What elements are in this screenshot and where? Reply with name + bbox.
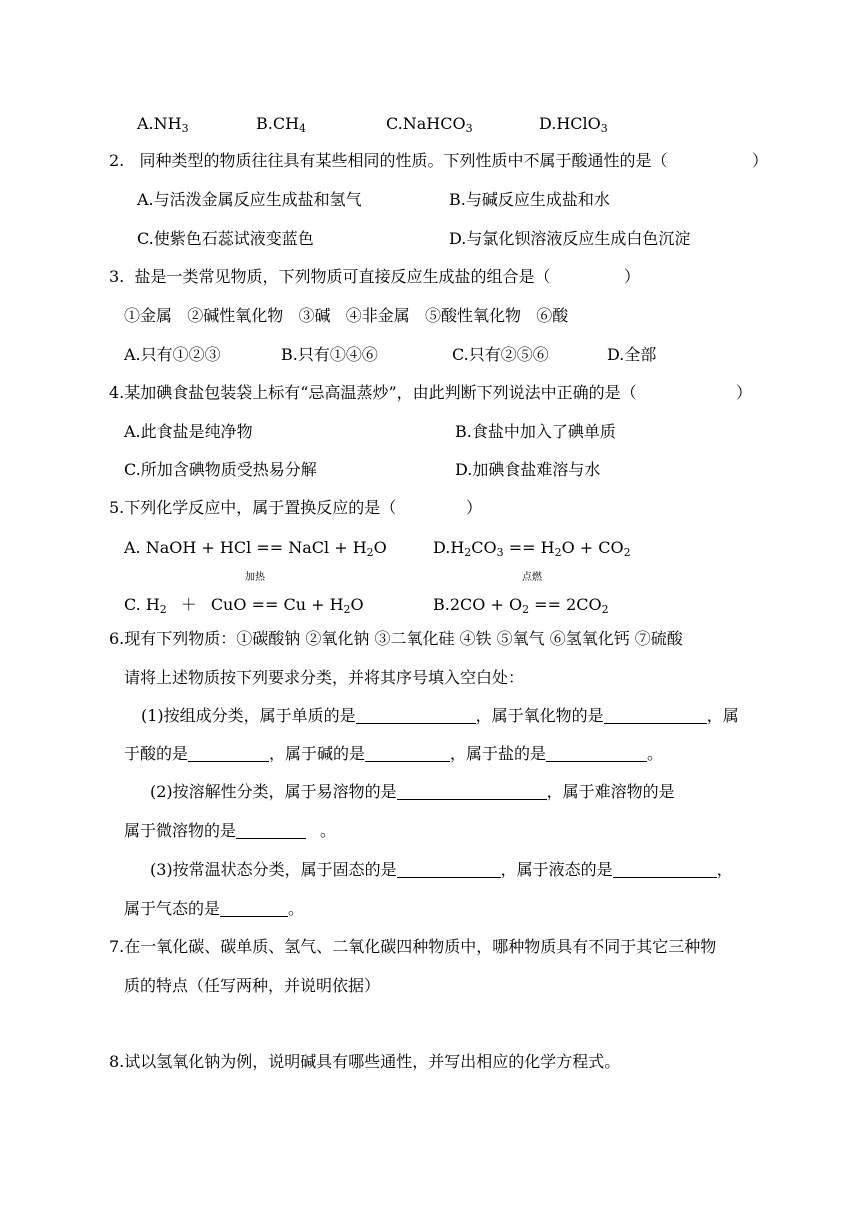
q5-option-c: C. $H_2$ ＋ CuO == $Cu + H_2O$ [124, 595, 364, 616]
blank-acids[interactable] [188, 745, 269, 762]
q3-items: ①金属 ②碱性氧化物 ③碱 ④非金属 ⑤酸性氧化物 ⑥酸 [124, 306, 569, 325]
q7-line2: 质的特点（任写两种，并说明依据） [124, 976, 381, 995]
q4-option-a: A.此食盐是纯净物 [124, 422, 253, 441]
q4-option-c: C.所加含碘物质受热易分解 [124, 460, 317, 479]
q3-stem: 3. 盐是一类常见物质，下列物质可直接反应生成盐的组合是（ [109, 267, 551, 286]
q3-option-b: B.只有①④⑥ [281, 345, 378, 364]
q1-option-b: $B.CH_4$ [256, 114, 307, 135]
q4-paren-close: ） [736, 383, 753, 402]
q3-option-d: D.全部 [607, 345, 657, 364]
q5-option-a: A. NaOH + HCl == NaCl + $H_2O$ [124, 538, 387, 559]
q6-instruction: 请将上述物质按下列要求分类，并将其序号填入空白处： [124, 668, 525, 687]
q5-stem: 5.下列化学反应中，属于置换反应的是（ [109, 498, 397, 517]
q6-part3-line1: (3)按常温状态分类，属于固态的是 ，属于液态的是 ， [150, 860, 733, 879]
blank-salts[interactable] [546, 745, 647, 762]
q2-option-b: B.与碱反应生成盐和水 [449, 190, 610, 209]
q5-option-b: $B.2CO + O_2 == 2CO_2$ [433, 595, 609, 616]
q6-part2-line1: (2)按溶解性分类，属于易溶物的是 ，属于难溶物的是 [150, 782, 675, 801]
q4-option-d: D.加碘食盐难溶与水 [455, 460, 601, 479]
q2-paren-close: ） [752, 151, 769, 170]
blank-oxides[interactable] [604, 707, 707, 724]
q3-option-c: C.只有②⑤⑥ [452, 345, 549, 364]
blank-elements[interactable] [356, 707, 476, 724]
q3-paren-close: ） [624, 267, 641, 286]
q1-option-c: C.NaHCO$_3$ [386, 114, 473, 135]
q2-option-a: A.与活泼金属反应生成盐和氢气 [137, 190, 362, 209]
q1-option-d: D.HClO$_3$ [539, 114, 608, 135]
q2-option-d: D.与氯化钡溶液反应生成白色沉淀 [449, 229, 691, 248]
q5-condition-heat: 加热 [245, 572, 265, 583]
q4-stem: 4.某加碘食盐包装袋上标有“忌高温蒸炒”，由此判断下列说法中正确的是（ [109, 383, 637, 402]
q6-part1-line1: (1)按组成分类，属于单质的是 ，属于氧化物的是 ，属 [141, 706, 739, 725]
blank-bases[interactable] [365, 745, 450, 762]
q6-part3-line2: 属于气态的是 。 [124, 899, 305, 918]
q5-paren-close: ） [466, 498, 483, 517]
blank-gas[interactable] [220, 900, 288, 917]
q6-part1-line2: 于酸的是 ，属于碱的是 ，属于盐的是 。 [124, 744, 664, 763]
q6-part2-line2: 属于微溶物的是 。 [124, 821, 337, 840]
q2-option-c: C.使紫色石蕊试液变蓝色 [137, 229, 314, 248]
q3-option-a: A.只有①②③ [124, 345, 221, 364]
q4-option-b: B.食盐中加入了碘单质 [455, 422, 616, 441]
q7-line1: 7.在一氧化碳、碳单质、氢气、二氧化碳四种物质中，哪种物质具有不同于其它三种物 [109, 937, 717, 956]
blank-liquid[interactable] [613, 861, 717, 878]
q6-stem: 6.现有下列物质：①碳酸钠 ②氧化钠 ③二氧化硅 ④铁 ⑤氧气 ⑥氢氧化钙 ⑦硫酸 [109, 629, 683, 648]
blank-soluble[interactable] [397, 783, 547, 800]
q1-option-a: $A.NH_3$ [137, 114, 189, 135]
q5-condition-ignite: 点燃 [522, 572, 542, 583]
q8-line1: 8.试以氢氧化钠为例，说明碱具有哪些通性，并写出相应的化学方程式。 [109, 1052, 621, 1071]
q2-stem: 2. 同种类型的物质往往具有某些相同的性质。下列性质中不属于酸通性的是（ [109, 151, 668, 170]
blank-solid[interactable] [397, 861, 501, 878]
blank-slightly-soluble[interactable] [236, 822, 306, 839]
q5-option-d: $D.H_2CO_3 == H_2O + CO_2$ [433, 538, 631, 559]
